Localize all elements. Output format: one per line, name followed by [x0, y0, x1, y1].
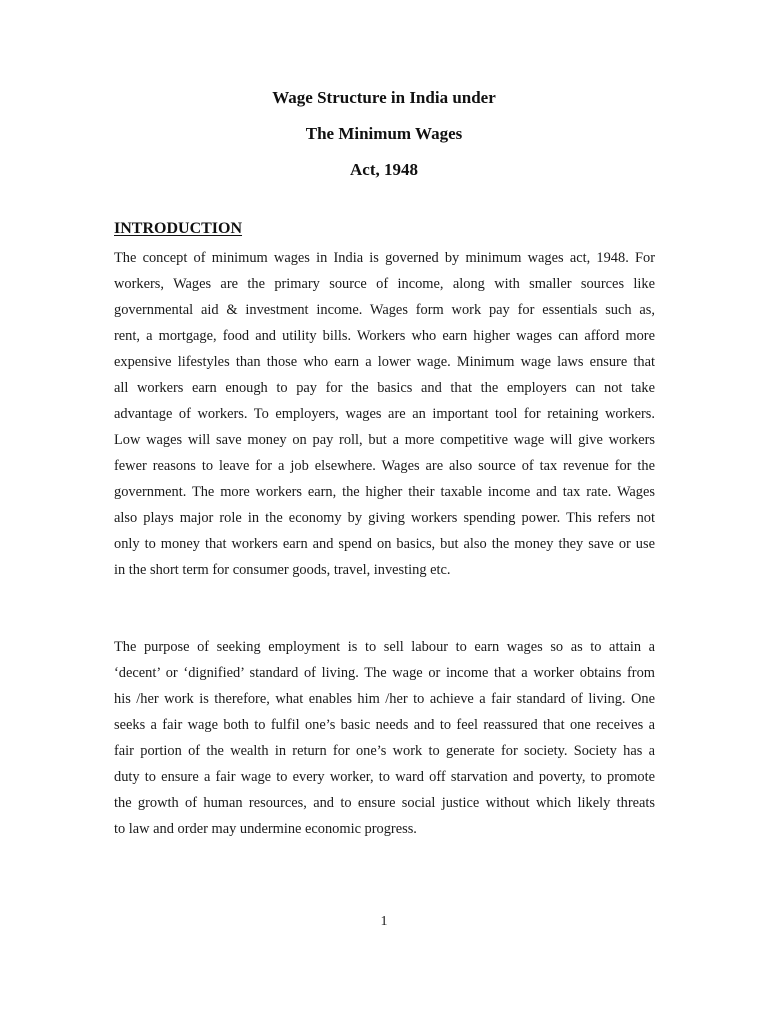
- title-line-1: Wage Structure in India under: [272, 88, 496, 107]
- paragraph-line: duty to ensure a fair wage to every worker, to ward off starvation and poverty, to promote: [114, 769, 655, 785]
- paragraph-2: [114, 634, 655, 842]
- document-title: [0, 88, 768, 196]
- paragraph-line: advantage of workers. To employers, wages are an important tool for retaining workers.: [114, 406, 655, 422]
- paragraph-1: [114, 245, 655, 583]
- paragraph-line: rent, a mortgage, food and utility bills. Workers who earn higher wages can afford more: [114, 328, 655, 344]
- section-heading-introduction: INTRODUCTION: [114, 220, 243, 237]
- paragraph-line: expensive lifestyles than those who earn a lower wage. Minimum wage laws ensure that: [114, 354, 655, 370]
- paragraph-line: Low wages will save money on pay roll, but a more competitive wage will give workers: [114, 432, 655, 448]
- title-line-2: The Minimum Wages: [305, 124, 463, 143]
- paragraph-line: government. The more workers earn, the higher their taxable income and tax rate. Wages: [114, 484, 655, 500]
- paragraph-line: all workers earn enough to pay for the basics and that the employers can not take: [114, 380, 655, 396]
- paragraph-line: workers, Wages are the primary source of income, along with smaller sources like: [114, 276, 655, 292]
- paragraph-line: fewer reasons to leave for a job elsewhere. Wages are also source of tax revenue for the: [114, 458, 655, 474]
- paragraph-line: in the short term for consumer goods, travel, investing etc.: [114, 562, 451, 578]
- paragraph-line: to law and order may undermine economic progress.: [114, 821, 417, 837]
- paragraph-line: only to money that workers earn and spend on basics, but also the money they save or use: [114, 536, 655, 552]
- paragraph-line: seeks a fair wage both to fulfil one’s basic needs and to feel reassured that one receives a: [114, 717, 655, 733]
- paragraph-line: The concept of minimum wages in India is governed by minimum wages act, 1948. For: [114, 250, 655, 266]
- paragraph-line: ‘decent’ or ‘dignified’ standard of living. The wage or income that a worker obtains from: [114, 665, 655, 681]
- paragraph-line: his /her work is therefore, what enables him /her to achieve a fair standard of living. One: [114, 691, 655, 707]
- paragraph-line: also plays major role in the economy by giving workers spending power. This refers not: [114, 510, 655, 526]
- page-number: 1: [380, 914, 388, 929]
- paragraph-line: the growth of human resources, and to ensure social justice without which likely threats: [114, 795, 655, 811]
- paragraph-line: The purpose of seeking employment is to sell labour to earn wages so as to attain a: [114, 639, 655, 655]
- paragraph-line: fair portion of the wealth in return for one’s work to generate for society. Society has a: [114, 743, 655, 759]
- title-line-3: Act, 1948: [350, 160, 418, 179]
- paragraph-line: governmental aid & investment income. Wages form work pay for essentials such as,: [114, 302, 655, 318]
